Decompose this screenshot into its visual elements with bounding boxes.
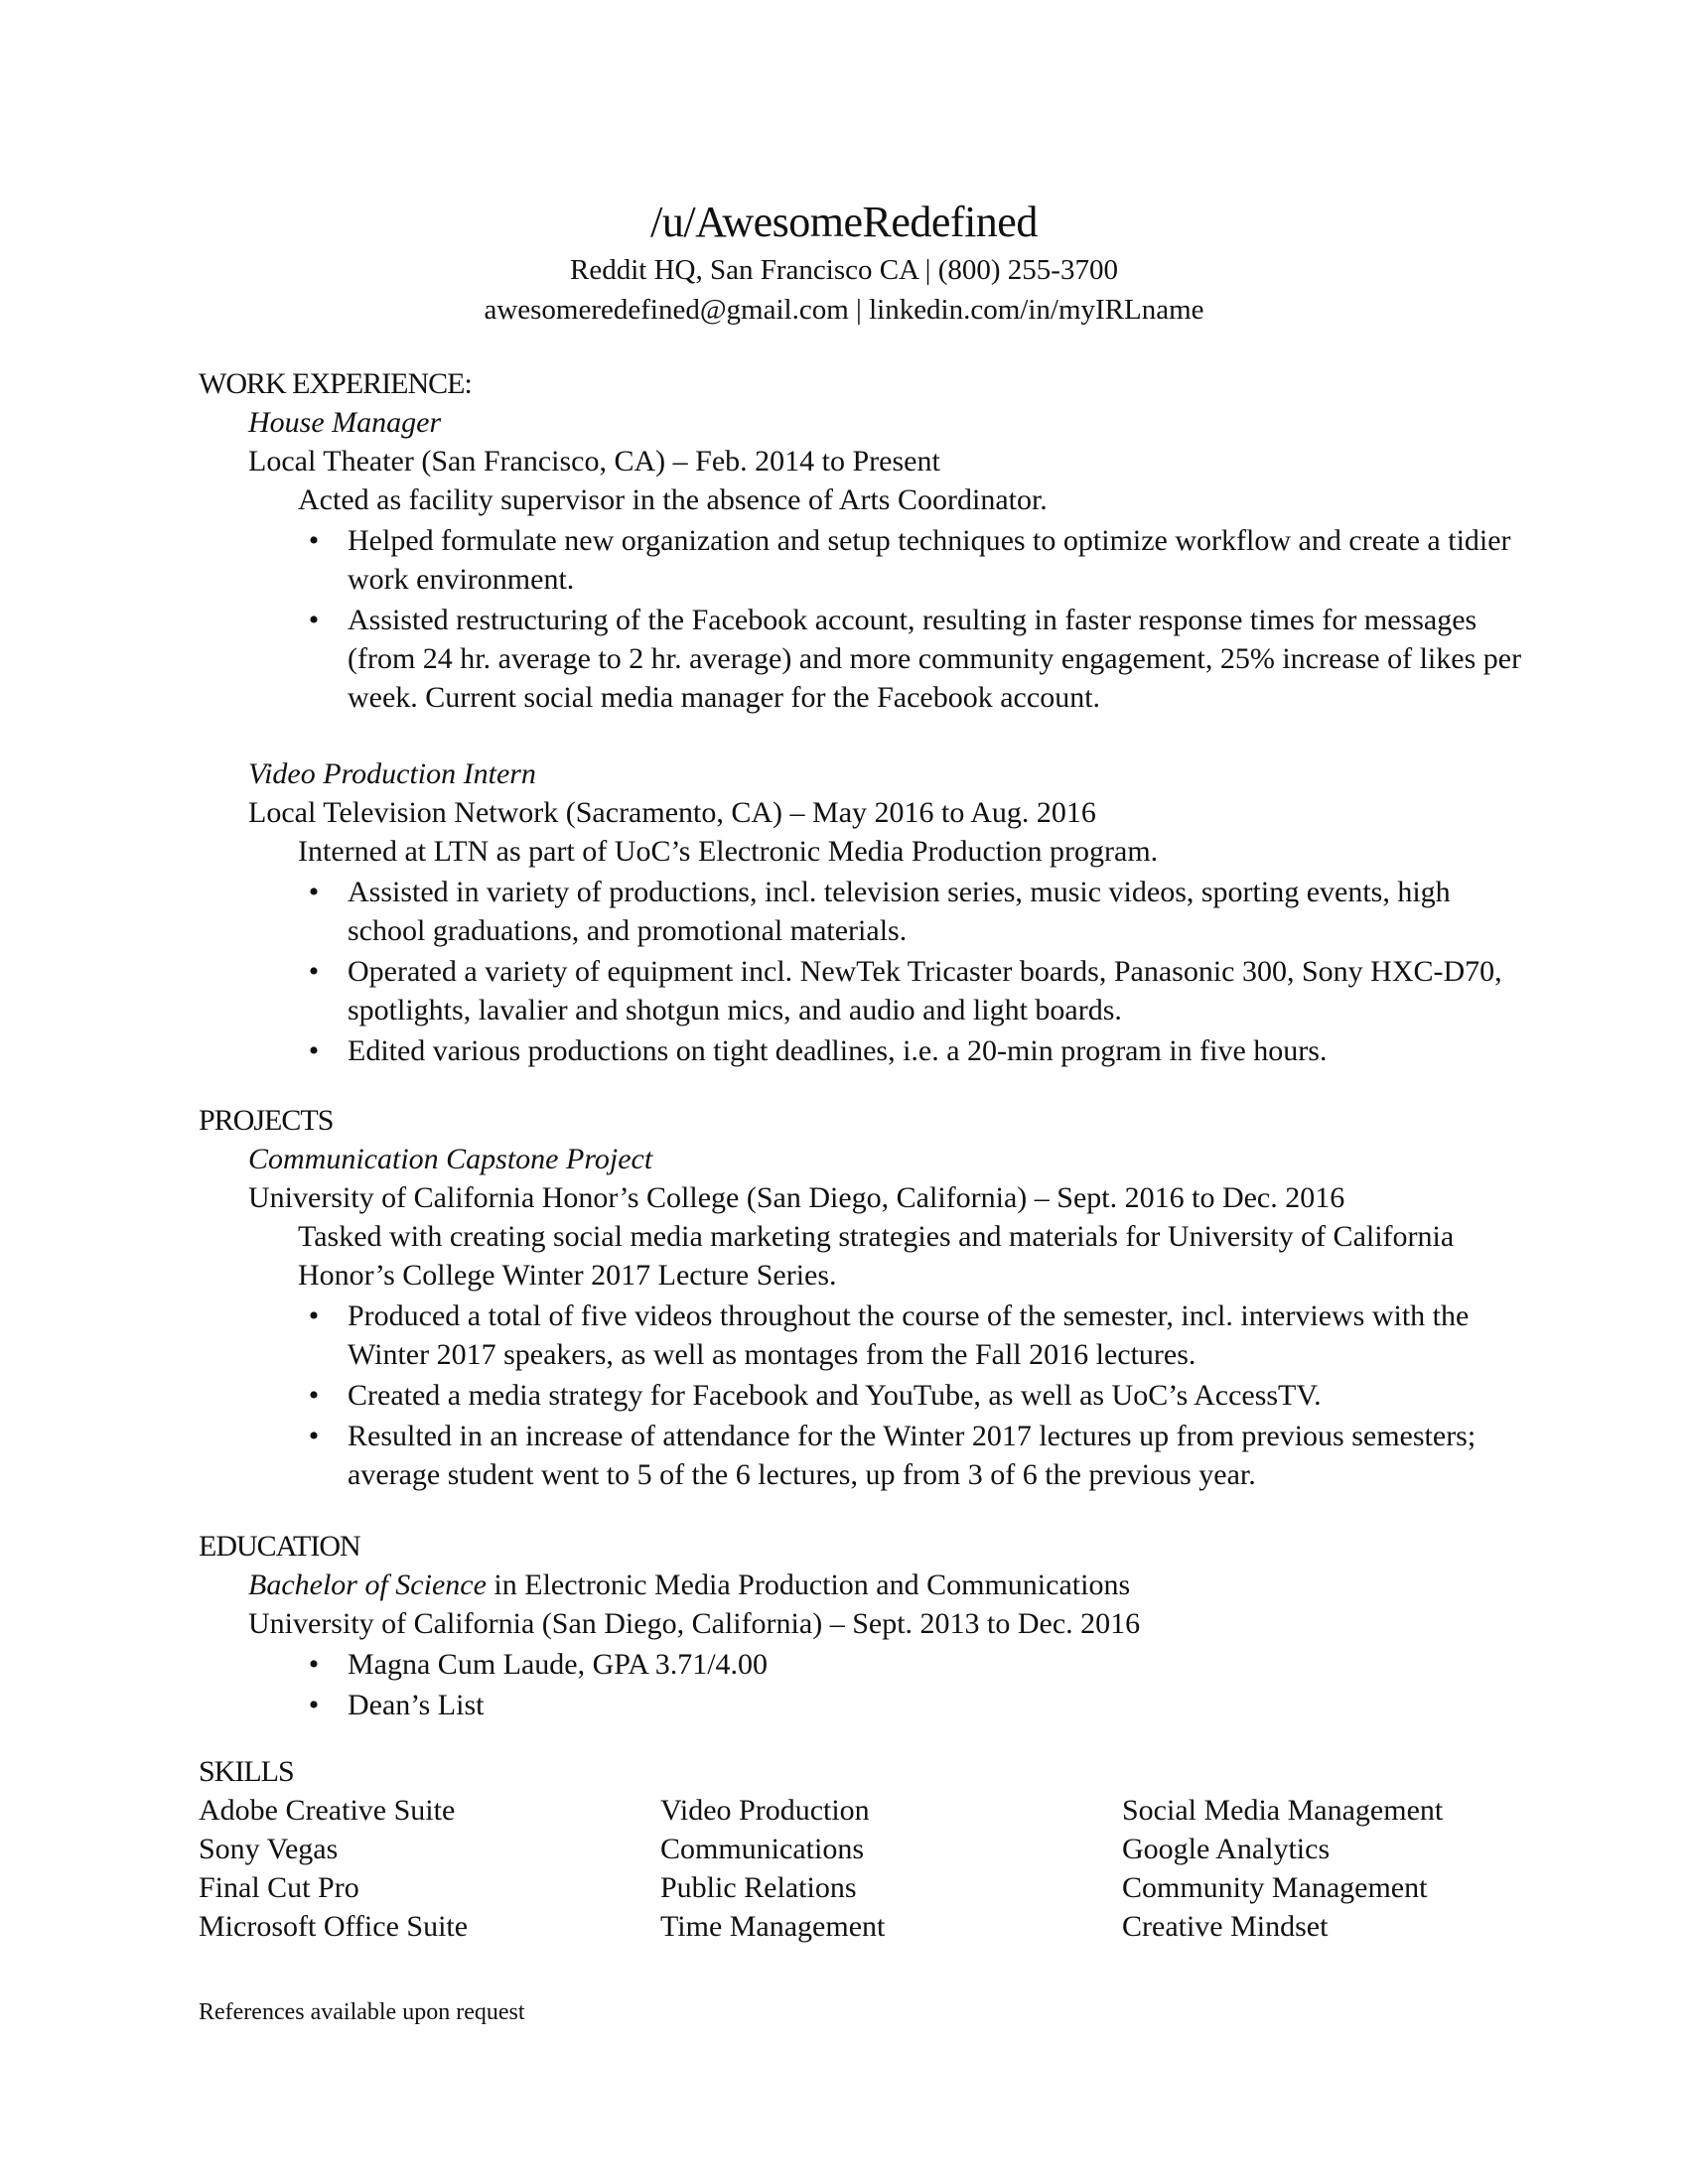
list-item: • Assisted restructuring of the Facebook account, resulting in faster response times for messages (from 24 hr. average to 2 hr. average) and more community engagement, 25% increase of likes per week. Current social media manager for the Facebook account.: [348, 601, 1529, 717]
list-item: • Resulted in an increase of attendance for the Winter 2017 lectures up from previous semesters; average student went to 5 of the 6 lectures, up from 3 of 6 the previous year.: [348, 1417, 1529, 1494]
list-item: • Helped formulate new organization and setup techniques to optimize workflow and create a tidier work environment.: [348, 521, 1529, 599]
skill-item: Final Cut Pro: [199, 1871, 359, 1904]
references-note: References available upon request: [199, 1999, 525, 2025]
work-experience-section: [199, 365, 1529, 1070]
bullet-icon: •: [308, 604, 320, 636]
job-entry: [199, 403, 1529, 717]
bullet-icon: •: [308, 1034, 320, 1067]
job-role: House Manager: [248, 406, 442, 439]
skill-item: Community Management: [1122, 1871, 1428, 1904]
job-summary: Acted as facility supervisor in the absence of Arts Coordinator.: [298, 483, 1048, 516]
list-item: • Dean’s List: [348, 1686, 1529, 1724]
list-item: • Edited various productions on tight deadlines, i.e. a 20-min program in five hours.: [348, 1031, 1529, 1070]
skill-item: Google Analytics: [1122, 1833, 1331, 1865]
section-title: SKILLS: [199, 1755, 294, 1788]
bullet-icon: •: [308, 1420, 320, 1452]
resume-header: [0, 195, 1688, 330]
list-item: • Magna Cum Laude, GPA 3.71/4.00: [348, 1645, 1529, 1684]
contact-line-address-phone: Reddit HQ, San Francisco CA | (800) 255-3700: [570, 254, 1118, 286]
list-item: • Produced a total of five videos throughout the course of the semester, incl. interviews with the Winter 2017 speakers, as well as montages from the Fall 2016 lectures.: [348, 1297, 1529, 1374]
degree-field: in Electronic Media Production and Communications: [486, 1569, 1131, 1601]
skill-item: Creative Mindset: [1122, 1910, 1329, 1943]
job-organization: Local Television Network (Sacramento, CA) – May 2016 to Aug. 2016: [248, 796, 1096, 829]
contact-line-email-linkedin: awesomeredefined@gmail.com | linkedin.com/in/myIRLname: [484, 294, 1204, 326]
skill-item: Time Management: [660, 1910, 886, 1943]
list-item: • Created a media strategy for Facebook and YouTube, as well as UoC’s AccessTV.: [348, 1376, 1529, 1415]
degree-line: [248, 1566, 1529, 1604]
skill-item: Adobe Creative Suite: [199, 1794, 456, 1827]
skill-item: Social Media Management: [1122, 1794, 1444, 1827]
job-entry: [199, 754, 1529, 1070]
project-summary: Tasked with creating social media marketing strategies and materials for University of California Honor’s College Winter 2017 Lecture Series.: [298, 1220, 1455, 1292]
skill-item: Sony Vegas: [199, 1833, 339, 1865]
bullet-icon: •: [308, 1299, 320, 1332]
skill-item: Video Production: [660, 1794, 870, 1827]
project-title: Communication Capstone Project: [248, 1143, 653, 1175]
job-role: Video Production Intern: [248, 757, 536, 790]
degree-name: Bachelor of Science: [248, 1569, 487, 1601]
bullet-icon: •: [308, 876, 320, 908]
bullet-icon: •: [308, 524, 320, 557]
skill-item: Communications: [660, 1833, 864, 1865]
section-title: PROJECTS: [199, 1104, 334, 1137]
bullet-icon: •: [308, 955, 320, 988]
education-section: [199, 1528, 1529, 1724]
project-organization: University of California Honor’s College (San Diego, California) – Sept. 2016 to Dec. 2016: [248, 1181, 1345, 1214]
list-item: • Assisted in variety of productions, incl. television series, music videos, sporting events, high school graduations, and promotional materials.: [348, 873, 1529, 950]
bullet-icon: •: [308, 1689, 320, 1721]
candidate-name: /u/AwesomeRedefined: [650, 198, 1038, 246]
section-title: WORK EXPERIENCE:: [199, 367, 472, 400]
bullet-icon: •: [308, 1648, 320, 1681]
job-organization: Local Theater (San Francisco, CA) – Feb. 2014 to Present: [248, 445, 940, 478]
skills-grid: [199, 1791, 1529, 1946]
skill-item: Microsoft Office Suite: [199, 1910, 469, 1943]
school-line: University of California (San Diego, California) – Sept. 2013 to Dec. 2016: [248, 1607, 1141, 1640]
projects-section: [199, 1102, 1529, 1494]
list-item: • Operated a variety of equipment incl. NewTek Tricaster boards, Panasonic 300, Sony HXC-D70, spotlights, lavalier and shotgun mics, and audio and light boards.: [348, 952, 1529, 1029]
skill-item: Public Relations: [660, 1871, 857, 1904]
section-title: EDUCATION: [199, 1530, 360, 1563]
bullet-icon: •: [308, 1379, 320, 1412]
job-summary: Interned at LTN as part of UoC’s Electronic Media Production program.: [298, 835, 1159, 868]
skills-section: [199, 1753, 1529, 1946]
